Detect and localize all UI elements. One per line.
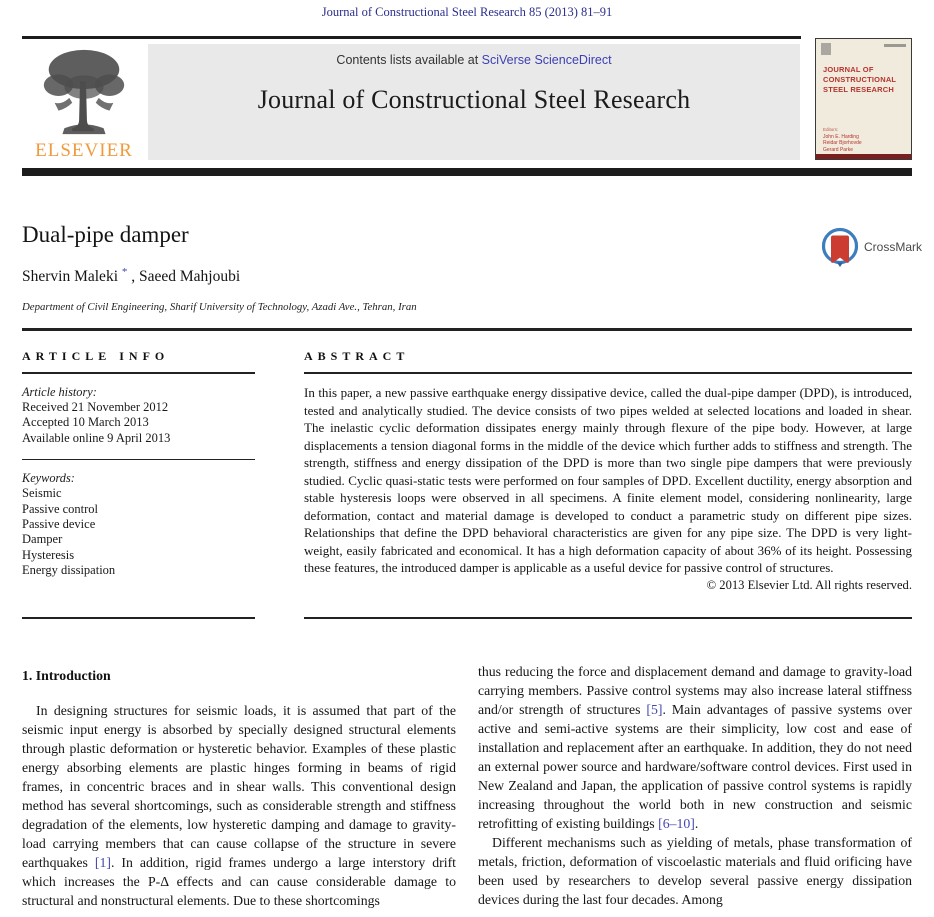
keyword-item: Energy dissipation <box>22 562 116 577</box>
header-bottom-rule <box>22 168 912 176</box>
cover-editor-name: John E. Harding <box>823 133 859 140</box>
authors-line <box>22 266 240 286</box>
history-accepted: Accepted 10 March 2013 <box>22 415 149 430</box>
affiliation: Department of Civil Engineering, Sharif University of Technology, Azadi Ave., Tehran, Iran <box>22 301 417 313</box>
cover-issn-mark <box>884 44 906 47</box>
article-info-panel <box>22 349 255 578</box>
cover-editor-name: Gerard Parke <box>823 146 854 153</box>
keyword-item: Passive device <box>22 516 96 531</box>
crossmark-label: CrossMark <box>864 240 923 254</box>
keyword-item: Hysteresis <box>22 547 75 562</box>
journal-reference-line: Journal of Constructional Steel Research 85 (2013) 81–91 <box>321 5 613 19</box>
crossmark-badge[interactable] <box>820 227 930 269</box>
keywords-divider-rule <box>22 459 255 461</box>
author-name: , Saeed Mahjoubi <box>131 268 241 286</box>
abstract-rule <box>304 372 912 374</box>
intro-paragraph-right-1: thus reducing the force and displacement demand and damage to gravity-load carrying members. Passive control systems may also increase lateral stiffness and/or strength of structures [5]. Main advantages of passive systems over active and semi-active systems are their simplicity, low cost and ease of installation and replacement after an earthquake. In addition, they do not need an external power source and hardware/software control devices. First used in New Zealand and Japan, the application of passive control systems is rapidly increasing throughout the world both in new construction and seismic retrofitting of existing buildings [6–10]. <box>478 664 912 831</box>
cover-editors <box>823 127 862 153</box>
sciverse-sciencedirect-link[interactable]: SciVerse ScienceDirect <box>481 53 612 67</box>
cover-editor-name: Reidar Bjorhovde <box>823 140 862 146</box>
author-name: Shervin Maleki <box>22 268 118 286</box>
article-history-label: Article history: <box>22 385 97 399</box>
section-divider-rule <box>22 328 912 331</box>
abstract-bottom-rule <box>304 617 912 619</box>
citation-link[interactable]: [5] <box>646 702 663 717</box>
elsevier-wordmark: ELSEVIER <box>35 140 133 161</box>
citation-link[interactable]: [1] <box>94 855 111 870</box>
contents-line <box>148 53 800 67</box>
keyword-item: Seismic <box>22 486 62 501</box>
intro-paragraph-left: In designing structures for seismic loads, it is assumed that part of the seismic input energy is absorbed by specially designed structural elements through plastic deformation or hysteretic behavior. Examples of these plastic energy absorbing elements are plastic hinges forming in beams of rigid frames, in concentric braces and in shear walls. This conventional design method has several shortcomings, such as considerable strength and stiffness degradation of the elements, low hysteretic damping and damage to gravity-load carrying members that can cause collapse of the structure in severe earthquakes [1]. In addition, rigid frames undergo a large interstory drift which increases the P-Δ effects and can cause considerable damage to structural and nonstructural elements. Due to these shortcomings <box>22 703 456 908</box>
elsevier-logo[interactable] <box>24 44 144 168</box>
header-top-rule <box>22 36 801 39</box>
cover-title-line: JOURNAL OF <box>823 65 874 74</box>
keyword-item: Damper <box>22 532 63 547</box>
article-info-rule <box>22 372 255 374</box>
cover-title-line: CONSTRUCTIONAL <box>823 75 897 84</box>
cover-title-line: STEEL RESEARCH <box>823 85 895 94</box>
cover-editors-label: Editors: <box>823 127 839 132</box>
body-left-column <box>22 668 456 910</box>
journal-header-box <box>148 44 800 160</box>
body-right-column <box>478 662 912 909</box>
journal-title: Journal of Constructional Steel Research <box>257 85 691 114</box>
history-available: Available online 9 April 2013 <box>22 430 171 445</box>
history-received: Received 21 November 2012 <box>22 400 169 414</box>
article-title: Dual-pipe damper <box>22 222 189 247</box>
section-1-heading: 1. Introduction <box>22 668 111 683</box>
citation-link[interactable]: [6–10] <box>658 816 695 831</box>
abstract-text: In this paper, a new passive earthquake energy dissipative device, called the dual-pipe damper (DPD), is introduced, tested and analytically studied. The device consists of two pipes welded at selected locations and loaded in shear. The inelastic cyclic deformation dissipates energy mainly through flexure of the pipe body. However, at large displacements a tension diagonal forms in the middle of the device which further adds to stiffness and strength. The strength, stiffness and energy dissipation of the DPD is more than two single pipe dampers that were previously studied. Cyclic quasi-static tests were performed on four samples of DPD. Excellent ductility, energy absorption and stable hysteresis loops were observed in all specimens. A finite element model, considering nonlinearity, large deformation, contact and material damage is developed to conduct a parametric study on different pipe sizes. Relationships that define the DPD behavioral characteristics are given for any pipe size. The DPD is very light-weight, easily fabricated and economical. It has a high deformation capacity of about 36% of its height. Possessing these features, the introduced damper is applicable as a useful device for passive control of structures. <box>304 385 912 576</box>
cover-title <box>823 65 896 95</box>
contents-line-prefix: Contents lists available at <box>336 53 482 67</box>
copyright-line: © 2013 Elsevier Ltd. All rights reserved. <box>706 578 912 593</box>
keyword-item: Passive control <box>22 501 99 516</box>
intro-paragraph-right-2: Different mechanisms such as yielding of metals, phase transformation of metals, friction, deformation of viscoelastic materials and fluid orificing have been used by researchers to develop several passive energy dissipation devices during the last four decades. Among <box>478 835 912 907</box>
cover-mini-logo <box>821 43 831 55</box>
keywords-label: Keywords: <box>22 471 75 486</box>
elsevier-tree-icon <box>24 44 144 142</box>
article-info-heading: ARTICLE INFO <box>22 349 170 363</box>
journal-cover-thumbnail[interactable] <box>815 38 912 160</box>
abstract-panel <box>304 349 912 593</box>
article-info-bottom-rule <box>22 617 255 619</box>
corresponding-author-asterisk[interactable]: * <box>121 266 128 278</box>
cover-bottom-strip <box>816 154 911 159</box>
abstract-heading: ABSTRACT <box>304 349 410 363</box>
